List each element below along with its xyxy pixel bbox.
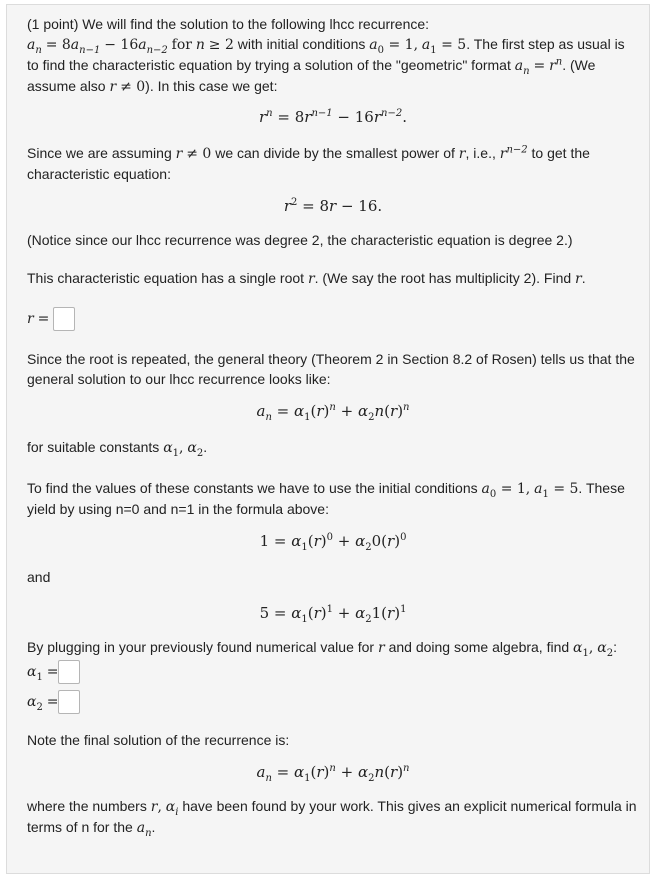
initial-conditions-paragraph: To find the values of these constants we have to use the initial conditions $a_0 = 1$, $a_1 = 5$. These yield by using n=0 and n=1 in the formula above: — [27, 480, 625, 517]
final-note-text: Note the final solution of the recurrence is: — [27, 732, 290, 748]
repeated-root-text: Since the root is repeated, the general theory (Theorem 2 in Section 8.2 of Rosen) tells us that the general solution to our lhcc recurrence looks like: — [27, 351, 635, 387]
alpha1-answer-input[interactable] — [58, 660, 80, 684]
intro-text: We will find the solution to the following lhcc recurrence: — [82, 16, 430, 32]
r-answer-input[interactable] — [53, 307, 75, 331]
plugging-text: By plugging in your previously found numerical value for r and doing some algebra, find $\alpha_1$, $\alpha_2$: — [27, 639, 617, 659]
alpha2-answer-row: α $_2$ = — [27, 688, 639, 716]
characteristic-equation: $r^2 = 8r - 16$. — [283, 197, 383, 215]
equation-n0: $1 = \alpha_1(r)^0 + \alpha_20(r)^0$ — [259, 532, 407, 553]
alpha1-answer-row: α $_1$ = — [27, 658, 639, 686]
and-label: and — [27, 569, 51, 585]
final-paragraph: where the numbers r, $\alpha_i$ have been found by your work. This gives an explicit numerical formula in terms of n for the $a_n$. — [27, 798, 637, 839]
divide-paragraph: Since we are assuming r ≠ 0 we can divide by the smallest power of r, i.e., $r^{n-2}$ to get the characteristic equation: — [27, 144, 590, 182]
notice-text: (Notice since our lhcc recurrence was degree 2, the characteristic equation is degree 2.) — [27, 232, 573, 248]
geometric-equation: $r^n = 8r^{n-1} - 16r^{n-2}$. — [259, 108, 407, 126]
final-solution: $a_n = \alpha_1(r)^n + \alpha_2n(r)^n$ — [256, 763, 410, 784]
intro-paragraph: (1 point) We will find the solution to the following lhcc recurrence: $a_n = 8a_{n-1} - 16a_{n-2}$ for n ≥ 2 with initial conditions $a_0 = 1$, $a_1 = 5$. The first step as usual is to find the characteristic equation by trying a solution of the "geometric" format $a_n = r^n$. (We assume also r ≠ 0). In this case we get: — [27, 16, 625, 95]
equation-n1: $5 = \alpha_1(r)^1 + \alpha_21(r)^1$ — [259, 604, 407, 625]
r-answer-row: r = — [27, 305, 639, 333]
problem-panel — [6, 4, 650, 874]
problem-content — [27, 14, 639, 838]
alpha2-answer-input[interactable] — [58, 690, 80, 714]
suitable-constants: for suitable constants $\alpha_1$, $\alpha_2$. — [27, 439, 208, 459]
general-solution: $a_n = \alpha_1(r)^n + \alpha_2n(r)^n$ — [256, 402, 410, 423]
points-label: (1 point) — [27, 16, 79, 32]
single-root-paragraph: This characteristic equation has a single root r. (We say the root has multiplicity 2). Find r. — [27, 270, 586, 287]
